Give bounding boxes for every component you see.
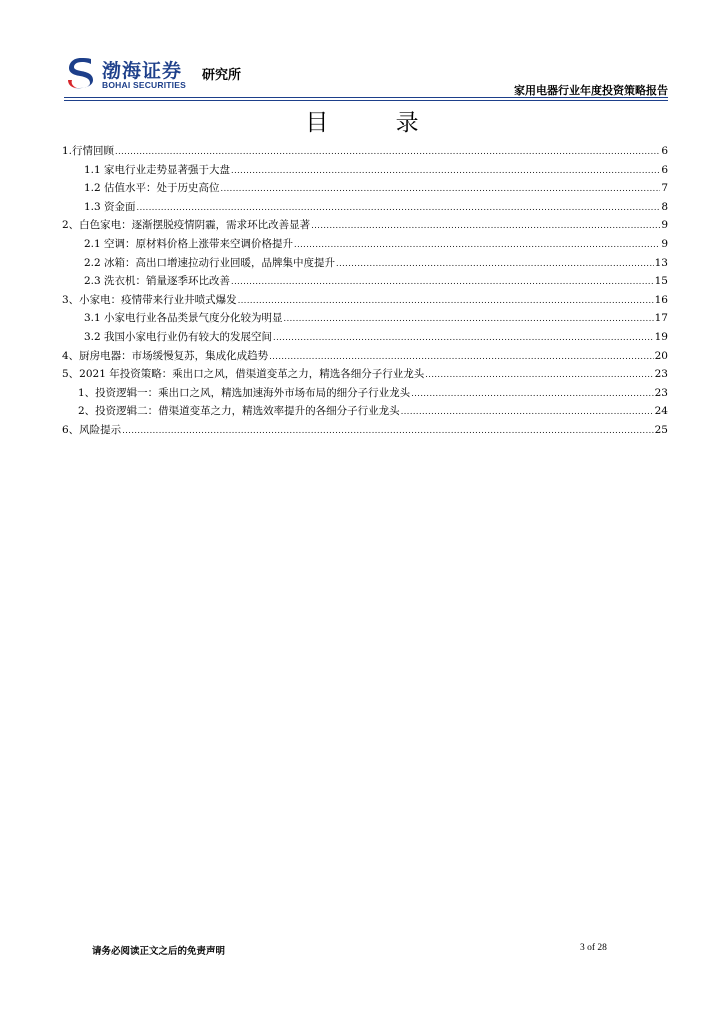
toc-leader-dots (269, 347, 653, 367)
toc-entry-page: 24 (654, 405, 668, 418)
header-divider (64, 97, 668, 98)
toc-leader-dots (284, 309, 654, 329)
toc-entry[interactable] (62, 142, 668, 161)
toc-entry-label: 5、2021 年投资策略：乘出口之风，借渠道变革之力，精选各细分子行业龙头 (62, 368, 425, 381)
toc-entry[interactable] (62, 216, 668, 235)
logo-english-text: BOHAI SECURITIES (102, 80, 186, 90)
header-divider-thin (64, 100, 668, 101)
toc-entry-page: 23 (654, 368, 668, 381)
toc-entry-page: 25 (654, 423, 668, 436)
toc-leader-dots (115, 142, 660, 162)
toc-entry[interactable] (62, 198, 668, 217)
toc-entry-page: 17 (654, 312, 668, 325)
bohai-logo-icon (66, 56, 96, 90)
logo-chinese-text: 渤海证券 (102, 60, 183, 82)
toc-leader-dots (231, 161, 660, 181)
toc-entry-label: 2.3 洗衣机：销量逐季环比改善 (84, 275, 231, 288)
footer-disclaimer: 请务必阅读正文之后的免责声明 (92, 946, 226, 957)
toc-leader-dots (137, 198, 661, 218)
toc-leader-dots (294, 235, 660, 255)
toc-leader-dots (231, 272, 654, 292)
toc-entry[interactable] (62, 384, 668, 403)
toc-entry[interactable] (62, 291, 668, 310)
toc-entry[interactable] (62, 365, 668, 384)
toc-entry-label: 2、白色家电：逐渐摆脱疫情阴霾，需求环比改善显著 (62, 219, 311, 232)
report-title: 家用电器行业年度投资策略报告 (514, 84, 668, 97)
toc-entry-label: 3、小家电：疫情带来行业井喷式爆发 (62, 293, 237, 306)
toc-entry[interactable] (62, 328, 668, 347)
toc-leader-dots (411, 384, 653, 404)
toc-leader-dots (273, 328, 654, 348)
toc-entry-page: 8 (661, 200, 668, 213)
toc-entry-page: 20 (654, 349, 668, 362)
toc-entry-page: 16 (654, 293, 668, 306)
toc-entry[interactable] (62, 309, 668, 328)
toc-leader-dots (238, 291, 654, 311)
toc-entry-label: 3.1 小家电行业各品类景气度分化较为明显 (84, 312, 283, 325)
toc-entry-page: 9 (661, 219, 668, 232)
page-header (64, 50, 668, 100)
toc-entry-label: 1.行情回顾 (62, 145, 115, 157)
toc-leader-dots (401, 402, 654, 422)
toc-leader-dots (311, 216, 660, 236)
toc-entry-label: 2.2 冰箱：高出口增速拉动行业回暖，品牌集中度提升 (84, 256, 336, 269)
toc-leader-dots (336, 254, 654, 274)
toc-entry-page: 15 (654, 275, 668, 288)
toc-leader-dots (122, 421, 653, 441)
footer-page-number: 3 of 28 (580, 943, 607, 953)
toc-entry-label: 6、风险提示 (62, 423, 122, 436)
institute-label: 研究所 (202, 68, 242, 83)
toc-entry-label: 2、投资逻辑二：借渠道变革之力，精选效率提升的各细分子行业龙头 (78, 405, 400, 418)
toc-entry-page: 6 (661, 163, 668, 176)
toc-entry[interactable] (62, 402, 668, 421)
toc-entry-page: 23 (654, 386, 668, 399)
toc-entry-page: 13 (654, 256, 668, 269)
toc-entry[interactable] (62, 161, 668, 180)
toc-entry[interactable] (62, 421, 668, 440)
toc-entry[interactable] (62, 347, 668, 366)
toc-entry[interactable] (62, 254, 668, 273)
toc-entry-page: 6 (661, 145, 668, 157)
table-of-contents (62, 142, 668, 440)
toc-heading: 目 录 (305, 110, 449, 136)
toc-entry-label: 2.1 空调：原材料价格上涨带来空调价格提升 (84, 237, 294, 250)
toc-entry[interactable] (62, 272, 668, 291)
toc-entry[interactable] (62, 179, 668, 198)
toc-entry-label: 1.3 资金面 (84, 200, 136, 213)
toc-entry-label: 3.2 我国小家电行业仍有较大的发展空间 (84, 330, 273, 343)
toc-leader-dots (221, 179, 661, 199)
toc-entry-page: 9 (661, 237, 668, 250)
toc-entry-label: 1.2 估值水平：处于历史高位 (84, 182, 220, 195)
toc-entry-label: 4、厨房电器：市场缓慢复苏，集成化成趋势 (62, 349, 269, 362)
toc-leader-dots (425, 365, 653, 385)
toc-entry[interactable] (62, 235, 668, 254)
toc-entry-page: 19 (654, 330, 668, 343)
toc-entry-page: 7 (661, 182, 668, 195)
toc-entry-label: 1.1 家电行业走势显著强于大盘 (84, 163, 231, 176)
toc-entry-label: 1、投资逻辑一：乘出口之风，精选加速海外市场布局的细分子行业龙头 (78, 386, 411, 399)
